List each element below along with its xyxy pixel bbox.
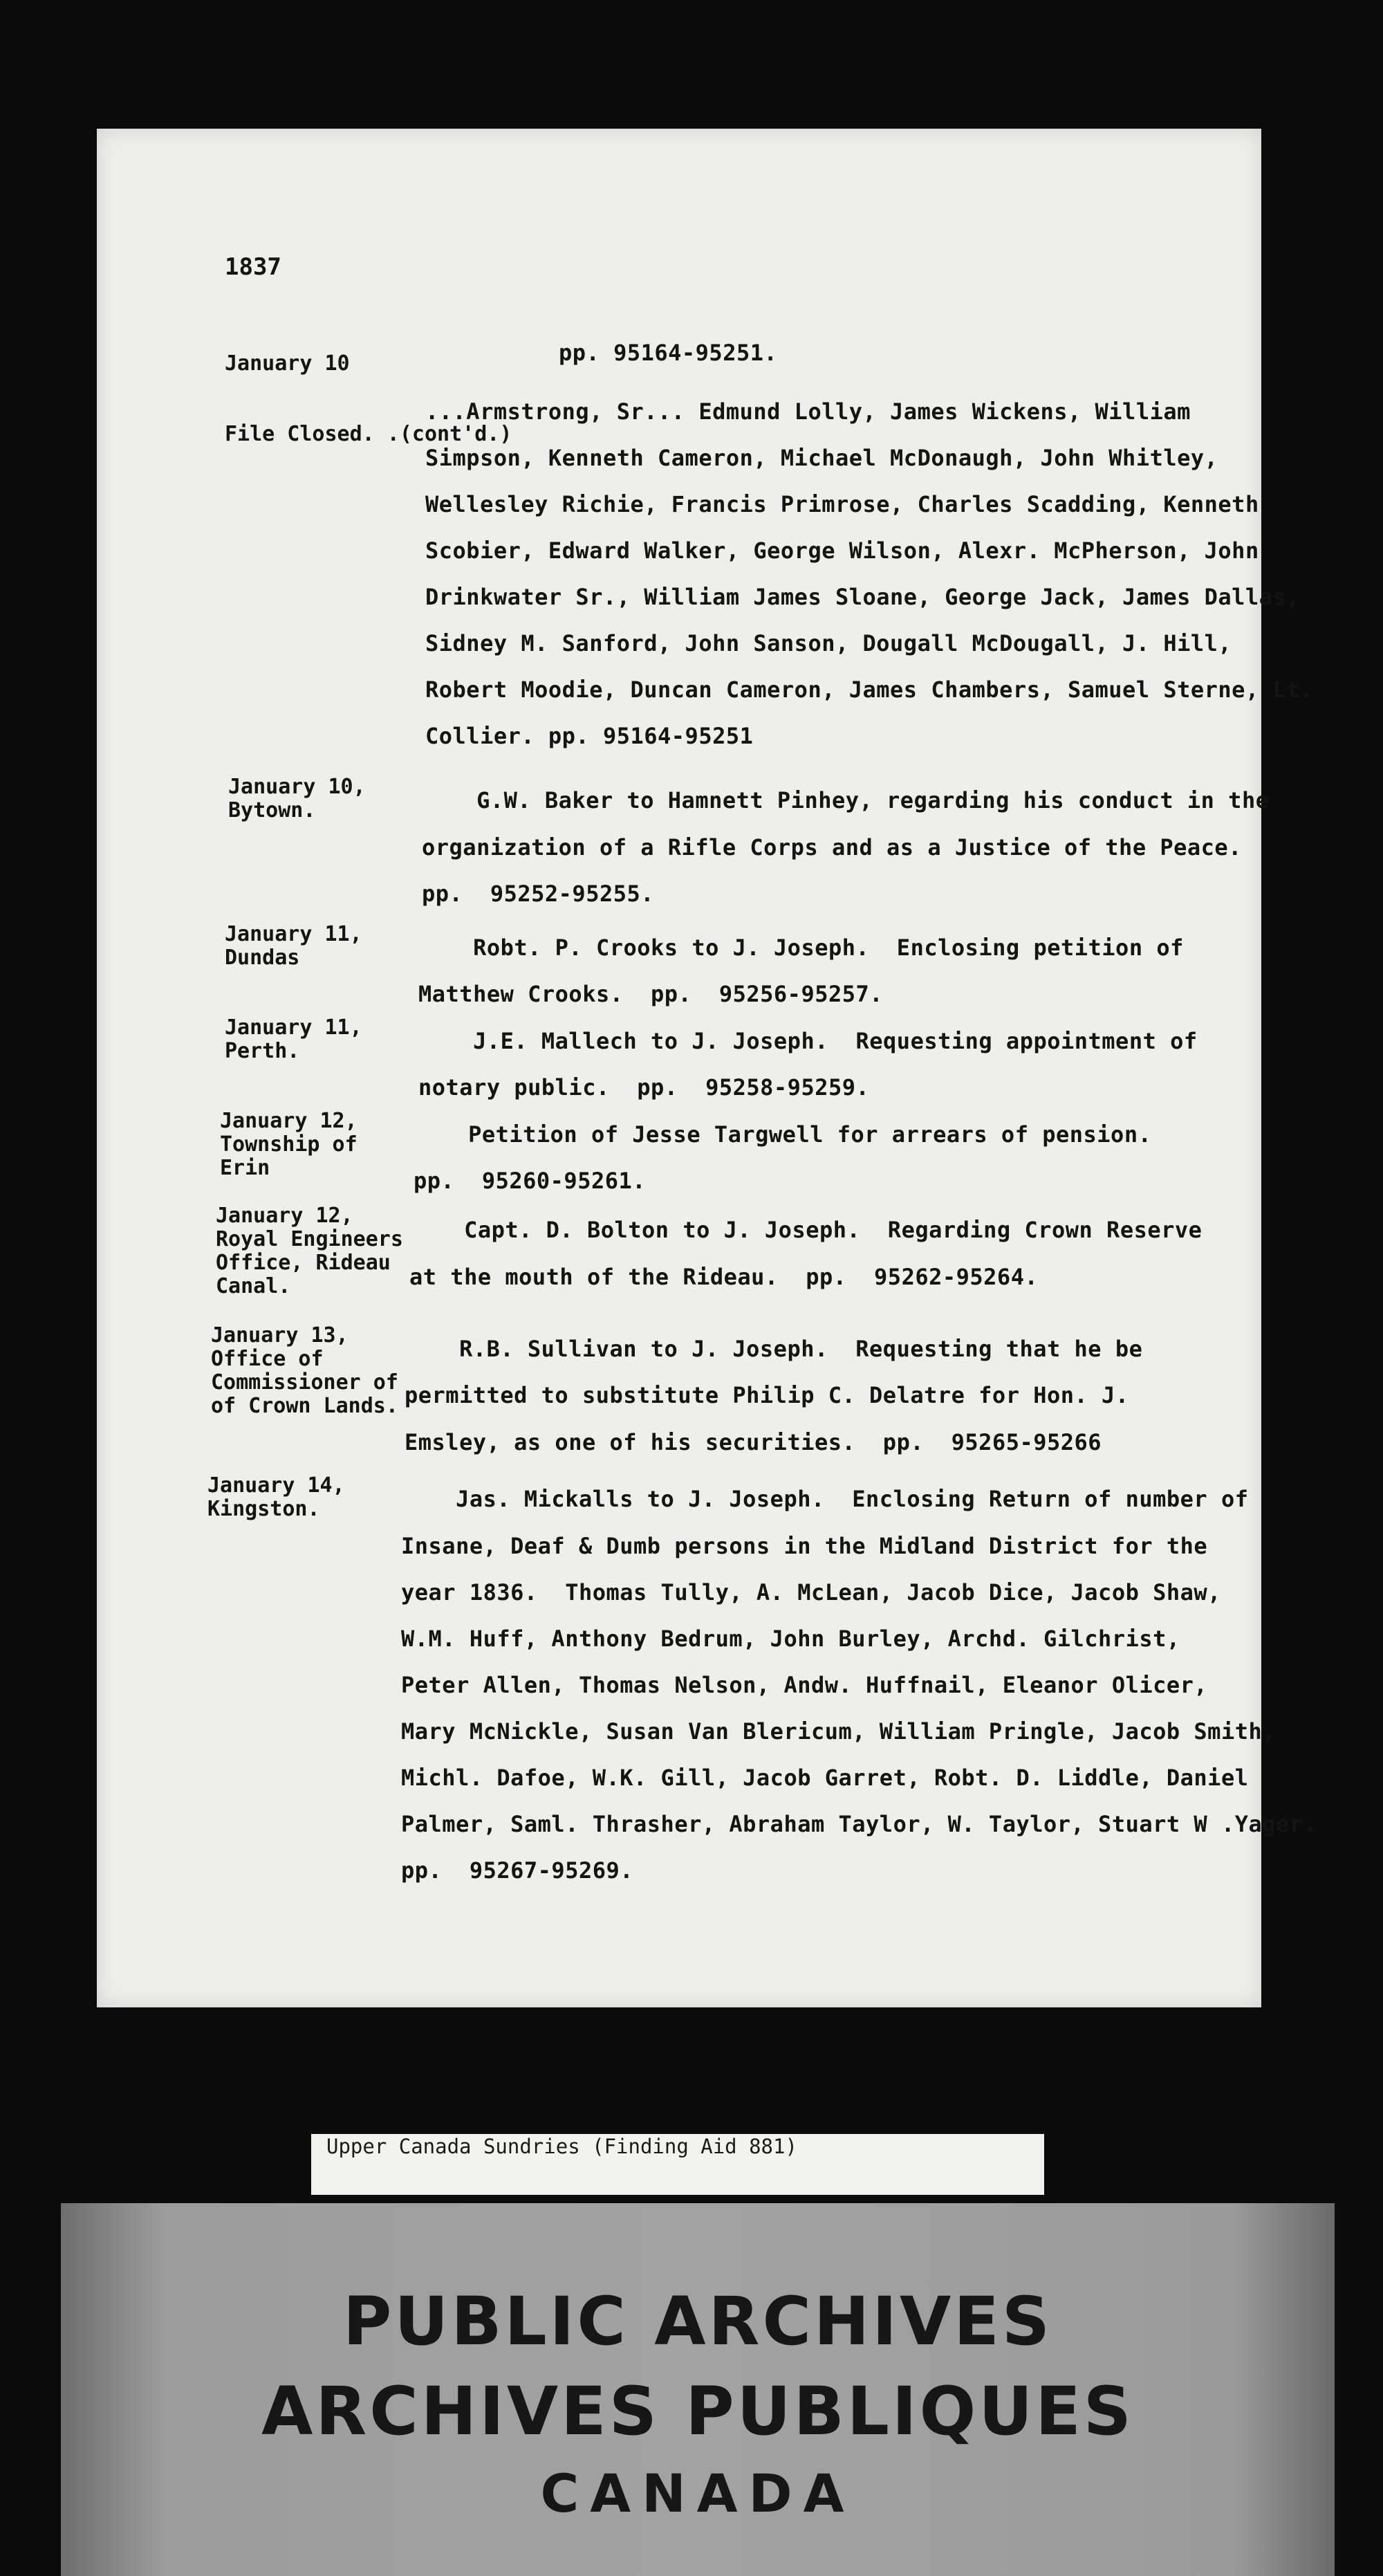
entry-text-line: Michl. Dafoe, W.K. Gill, Jacob Garret, Robt. D. Liddle, Daniel [401,1765,1249,1791]
entry-date-line: January 12, [220,1109,358,1133]
document-year: 1837 [225,253,281,281]
continued-name-line: Collier. pp. 95164-95251 [425,723,754,749]
entry-text-line: Palmer, Saml. Thrasher, Abraham Taylor, W. Taylor, Stuart W .Yager. [401,1811,1317,1837]
banner-line-1: PUBLIC ARCHIVES [343,2283,1052,2360]
continued-name-line: Simpson, Kenneth Cameron, Michael McDonaugh, John Whitley, [425,445,1218,471]
entry-date-line: Commissioner of [211,1370,398,1395]
entry-text-line: Emsley, as one of his securities. pp. 95265-95266 [405,1429,1102,1455]
continued-name-line: Robert Moodie, Duncan Cameron, James Chambers, Samuel Sterne, Lt. [425,677,1314,703]
entry-date [207,1474,345,1521]
entry-text-line: Peter Allen, Thomas Nelson, Andw. Huffnail, Eleanor Olicer, [401,1672,1208,1698]
entry-date-line: January 11, [225,1015,362,1040]
archives-banner [61,2203,1335,2576]
continued-name-line: ...Armstrong, Sr... Edmund Lolly, James Wickens, William [425,398,1191,425]
head-title: File Closed. .(cont'd.) [225,422,512,446]
entry-text-line: G.W. Baker to Hamnett Pinhey, regarding his conduct in the [422,787,1270,813]
entry-date-line: January 12, [216,1204,353,1228]
entry-text-line: W.M. Huff, Anthony Bedrum, John Burley, Archd. Gilchrist, [401,1626,1180,1652]
entry-text-line: Matthew Crooks. pp. 95256-95257. [418,981,884,1007]
entry-text-line: Capt. D. Bolton to J. Joseph. Regarding Crown Reserve [409,1217,1203,1243]
entry-text-line: pp. 95260-95261. [414,1168,647,1194]
entry-date-line: January 13, [211,1323,349,1347]
entry-text-line: Mary McNickle, Susan Van Blericum, William Pringle, Jacob Smith, [401,1718,1276,1745]
head-date-line: January 10 [225,351,350,376]
head-pages: pp. 95164-95251. [559,340,778,366]
entry-date-line: of Crown Lands. [211,1394,398,1418]
entry-date-line: Canal. [216,1274,291,1298]
entry-text-line: Robt. P. Crooks to J. Joseph. Enclosing petition of [418,935,1184,961]
entry-date [211,1324,398,1418]
continued-name-line: Scobier, Edward Walker, George Wilson, Alexr. McPherson, John [425,537,1259,564]
entry-date-line: Bytown. [228,798,316,822]
entry-text-line: permitted to substitute Philip C. Delatre for Hon. J. [405,1382,1129,1408]
entry-text-line: J.E. Mallech to J. Joseph. Requesting appointment of [418,1028,1198,1054]
entry-date [225,1016,362,1063]
banner-line-2: ARCHIVES PUBLIQUES [261,2373,1134,2450]
entry-date-line: Erin [220,1156,270,1180]
entry-date-line: January 14, [207,1473,345,1498]
entry-date [216,1204,403,1298]
entry-text-line: Jas. Mickalls to J. Joseph. Enclosing Return of number of [401,1486,1249,1512]
entry-date-line: January 11, [225,922,362,946]
entry-date [225,923,362,970]
entry-text-line: pp. 95267-95269. [401,1857,634,1884]
finding-aid-caption: Upper Canada Sundries (Finding Aid 881) [311,2134,1044,2195]
entry-text-line: notary public. pp. 95258-95259. [418,1074,870,1101]
continued-name-line: Drinkwater Sr., William James Sloane, George Jack, James Dallas, [425,584,1300,610]
entry-date-line: Royal Engineers [216,1227,403,1251]
entry-text-line: organization of a Rifle Corps and as a Justice of the Peace. [422,834,1242,861]
entry-text-line: pp. 95252-95255. [422,881,655,907]
entry-date [228,775,366,822]
entry-text-line: R.B. Sullivan to J. Joseph. Requesting that he be [405,1336,1143,1362]
entry-text-line: at the mouth of the Rideau. pp. 95262-95264. [409,1264,1039,1290]
banner-line-3: CANADA [540,2463,855,2524]
document-page [97,129,1317,2007]
entry-date-line: January 10, [228,775,366,799]
entry-text-line: Insane, Deaf & Dumb persons in the Midland District for the [401,1533,1208,1559]
entry-text-line: Petition of Jesse Targwell for arrears of pension. [414,1121,1152,1148]
entry-date-line: Office of [211,1347,324,1371]
entry-date-line: Kingston. [207,1497,320,1521]
entry-date [220,1110,358,1180]
entry-text-line: year 1836. Thomas Tully, A. McLean, Jacob Dice, Jacob Shaw, [401,1579,1221,1606]
continued-name-line: Wellesley Richie, Francis Primrose, Charles Scadding, Kenneth [425,491,1259,517]
entry-date-line: Township of [220,1132,358,1157]
entry-date-line: Office, Rideau [216,1251,391,1275]
entry-date-line: Dundas [225,946,300,970]
continued-name-line: Sidney M. Sanford, John Sanson, Dougall McDougall, J. Hill, [425,630,1232,656]
entry-date-line: Perth. [225,1039,300,1063]
